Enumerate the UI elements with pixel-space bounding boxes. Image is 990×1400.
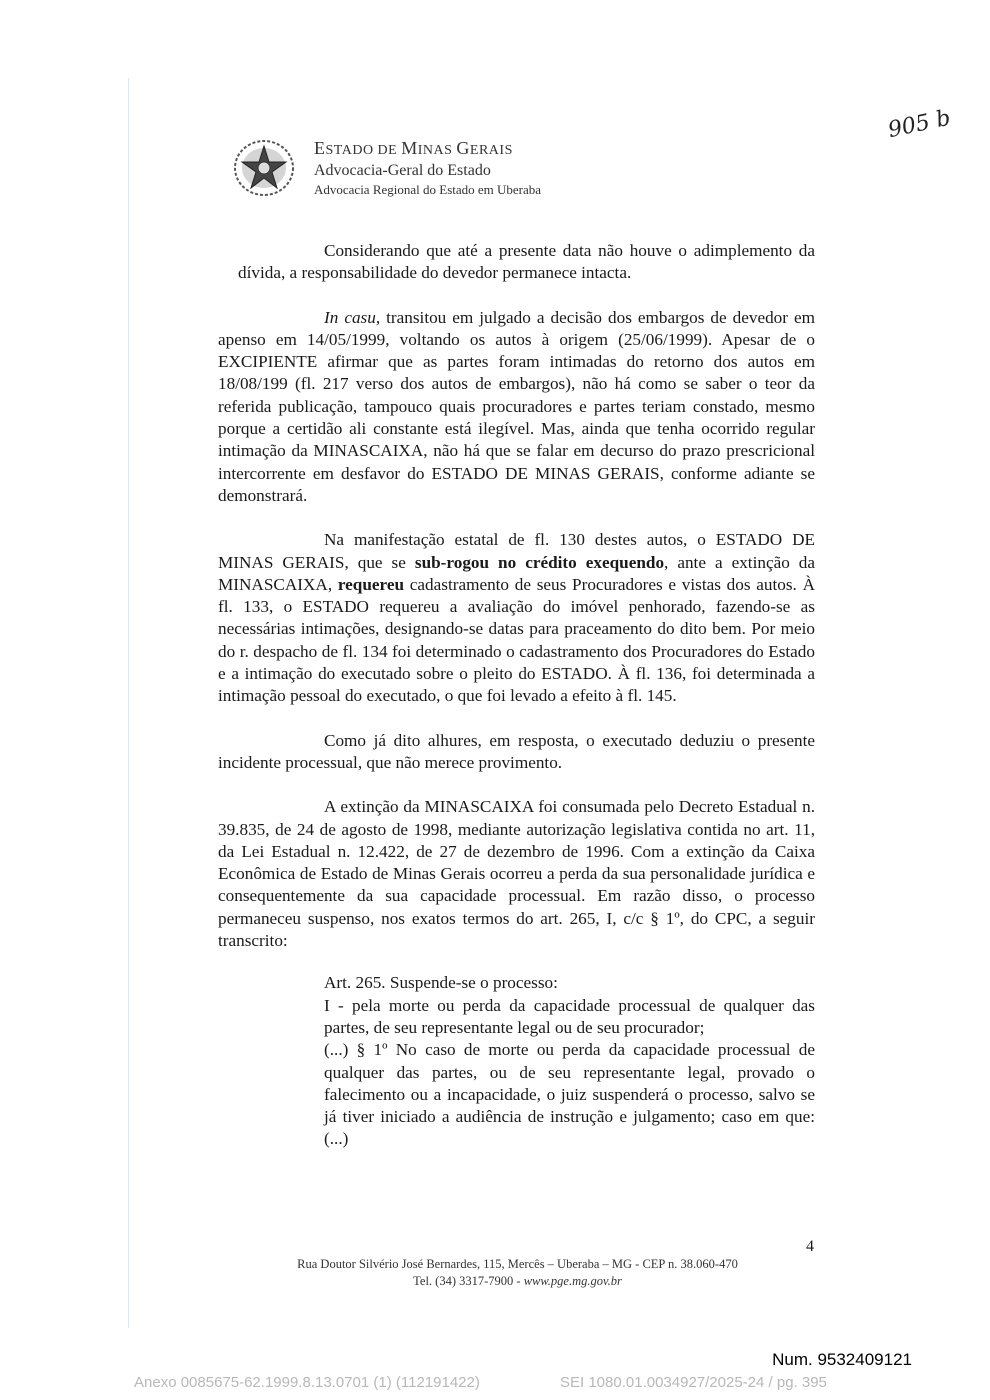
quote-line-3: (...) § 1º No caso de morte ou perda da capacidade processual de qualquer das partes, ou de seu representante legal, provado o falecimento ou a incapacidade, o juiz suspenderá o processo, salvo se já tiver iniciado a audiência de instrução e julgamento; caso em que: (...) bbox=[324, 1040, 815, 1149]
stamp-right: SEI 1080.01.0034927/2025-24 / pg. 395 bbox=[560, 1374, 827, 1391]
letterhead-office: Advocacia Regional do Estado em Uberaba bbox=[314, 182, 542, 197]
quote-line-1: Art. 265. Suspende-se o processo: bbox=[324, 973, 558, 993]
paragraph-1: Considerando que até a presente data não houve o adimplemento da dívida, a responsabilidade do devedor permanece intacta. bbox=[238, 241, 815, 283]
footer-url[interactable]: www.pge.mg.gov.br bbox=[523, 1274, 622, 1288]
letterhead-subtitle: Advocacia-Geral do Estado bbox=[314, 162, 491, 179]
letterhead-title: ESTADO DE MINAS GERAIS bbox=[314, 138, 513, 158]
paragraph-4: Como já dito alhures, em resposta, o executado deduziu o presente incidente processual, que não merece provimento. bbox=[218, 730, 815, 772]
paragraph-5: A extinção da MINASCAIXA foi consumada pelo Decreto Estadual n. 39.835, de 24 de agosto de 1998, mediante autorização legislativa contida no art. 11, da Lei Estadual n. 12.422, de 27 de dezembro de 1996. Com a extinção da Caixa Econômica de Estado de Minas Gerais ocorreu a perda da sua personalidade jurídica e consequentemente da sua capacidade processual. Em razão disso, o processo permaneceu suspenso, nos exatos termos do art. 265, I, c/c § 1º, do CPC, a seguir transcrito: bbox=[218, 797, 815, 951]
letterhead-text bbox=[314, 138, 541, 199]
footer-address: Rua Doutor Silvério José Bernardes, 115, Mercês – Uberaba – MG - CEP n. 38.060-470 bbox=[297, 1257, 738, 1271]
stamp-left: Anexo 0085675-62.1999.8.13.0701 (1) (112191422) bbox=[134, 1374, 480, 1391]
state-coat-of-arms-icon bbox=[232, 138, 296, 198]
electronic-stamp bbox=[134, 1374, 874, 1391]
document-number: Num. 9532409121 bbox=[772, 1350, 912, 1369]
paragraph-3: Na manifestação estatal de fl. 130 destes autos, o ESTADO DE MINAS GERAIS, que se sub-rogou no crédito exequendo, ante a extinção da MINASCAIXA, requereu cadastramento de seus Procuradores e vistas dos autos. À fl. 133, o ESTADO requereu a avaliação do imóvel penhorado, fazendo-se as necessárias intimações, designando-se datas para praceamento do dito bem. Por meio do r. despacho de fl. 134 foi determinado o cadastramento dos Procuradores do Estado e a intimação do executado sobre o pleito do ESTADO. À fl. 136, foi determinada a intimação pessoal do executado, o que foi levado a efeito à fl. 145. bbox=[218, 530, 816, 706]
handwritten-page-annotation bbox=[884, 105, 953, 166]
page-number: 4 bbox=[806, 1238, 814, 1255]
document-body bbox=[218, 240, 815, 1151]
paragraph-2: In casu, transitou em julgado a decisão dos embargos de devedor em apenso em 14/05/1999, voltando os autos à origem (25/06/1999). Apesar de o EXCIPIENTE afirmar que as partes foram intimadas do retorno dos autos em 18/08/199 (fl. 217 verso dos autos de embargos), não há como se saber o teor da referida publicação, tampouco quais procuradores e partes teriam constado, mesmo porque a certidão ali constante está ilegível. Mas, ainda que tenha ocorrido regular intimação da MINASCAIXA, não há que se falar em decurso do prazo prescricional intercorrente em desfavor do ESTADO DE MINAS GERAIS, conforme adiante se demonstrará. bbox=[218, 307, 815, 505]
svg-text:905 b: 905 b bbox=[885, 105, 953, 144]
footer bbox=[245, 1256, 790, 1290]
margin-line bbox=[128, 78, 129, 1328]
footer-contact: Tel. (34) 3317-7900 - www.pge.mg.gov.br bbox=[413, 1274, 622, 1288]
legal-quote bbox=[324, 972, 815, 1150]
quote-line-2: I - pela morte ou perda da capacidade processual de qualquer das partes, de seu representante legal ou de seu procurador; bbox=[324, 995, 815, 1037]
